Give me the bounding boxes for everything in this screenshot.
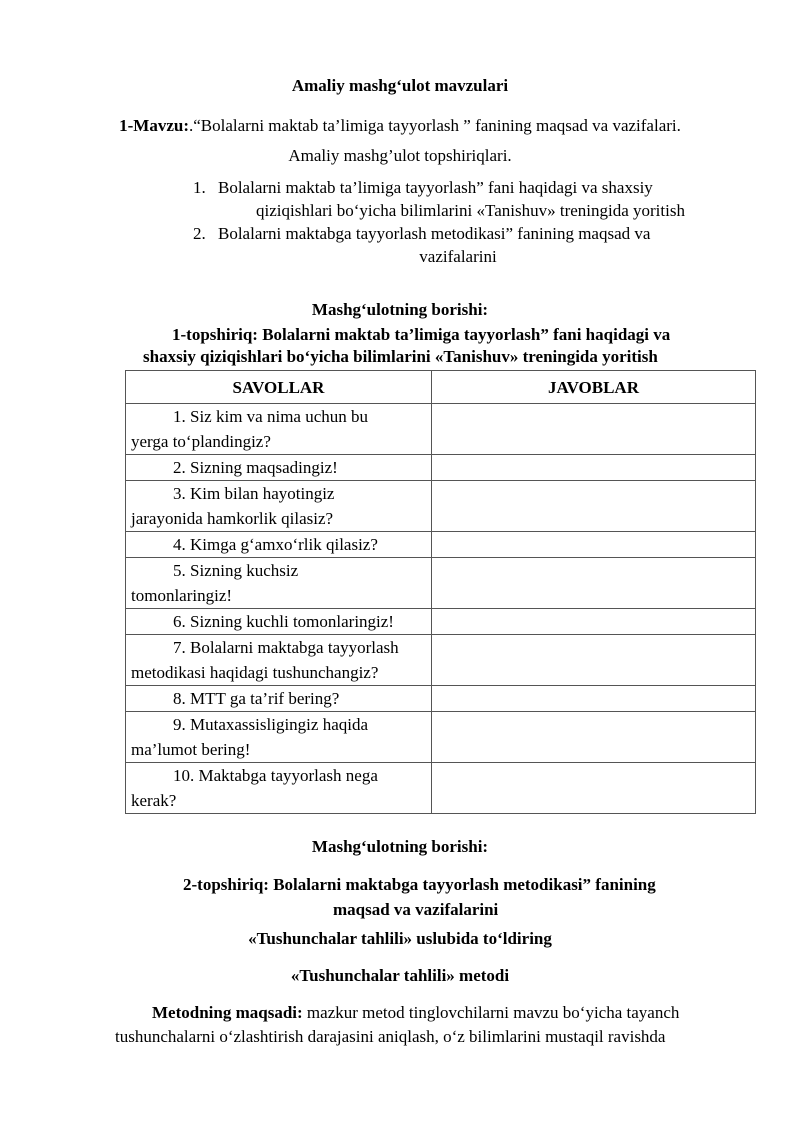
tasks-heading: Amaliy mashg’ulot topshiriqlari. xyxy=(288,146,512,165)
table-header-row xyxy=(126,371,756,404)
answer-cell[interactable] xyxy=(432,635,756,686)
section1-task-line: shaxsiy qiziqishlari bo‘yicha bilimlarini «Tanishuv» treningida yoritish xyxy=(143,347,658,366)
goal-label: Metodning maqsadi: xyxy=(152,1003,303,1022)
section2-task-line: 2-topshiriq: Bolalarni maktabga tayyorlash metodikasi” fanining xyxy=(183,875,656,894)
answer-cell[interactable] xyxy=(432,455,756,481)
table-row xyxy=(126,558,756,609)
section1-task-line: 1-topshiriq: Bolalarni maktab ta’limiga tayyorlash” fani haqidagi va xyxy=(172,325,671,344)
questions-table xyxy=(125,370,756,814)
question-cell: 2. Sizning maqsadingiz! xyxy=(126,455,432,481)
topic-line xyxy=(0,116,800,136)
task-list-item xyxy=(193,222,753,272)
method-title: «Tushunchalar tahlili» metodi xyxy=(290,966,510,985)
answer-cell[interactable] xyxy=(432,404,756,455)
answer-cell[interactable] xyxy=(432,558,756,609)
table-row xyxy=(126,532,756,558)
question-cell: 8. MTT ga ta’rif bering? xyxy=(126,686,432,712)
goal-line xyxy=(152,1003,679,1023)
answer-cell[interactable] xyxy=(432,712,756,763)
table-row xyxy=(126,404,756,455)
section2-task-line: maqsad va vazifalarini xyxy=(333,900,499,919)
task-text-line: Bolalarni maktab ta’limiga tayyorlash” fani haqidagi va shaxsiy xyxy=(218,178,653,197)
table-row xyxy=(126,712,756,763)
question-cell: 10. Maktabga tayyorlash nega kerak? xyxy=(126,763,432,814)
table-row xyxy=(126,763,756,814)
question-cell: 4. Kimga g‘amxo‘rlik qilasiz? xyxy=(126,532,432,558)
question-cell: 6. Sizning kuchli tomonlaringiz! xyxy=(126,609,432,635)
task-number: 1. xyxy=(193,178,206,197)
question-cell: 5. Sizning kuchsiz tomonlaringiz! xyxy=(126,558,432,609)
section2-heading: Mashg‘ulotning borishi: xyxy=(311,837,489,856)
answer-cell[interactable] xyxy=(432,686,756,712)
table-row xyxy=(126,481,756,532)
answer-cell[interactable] xyxy=(432,609,756,635)
answer-cell[interactable] xyxy=(432,532,756,558)
table-row xyxy=(126,635,756,686)
section2-subheading: «Tushunchalar tahlili» uslubida to‘ldiring xyxy=(248,929,552,948)
task-text-line: Bolalarni maktabga tayyorlash metodikasi” fanining maqsad va xyxy=(218,224,651,243)
table-row xyxy=(126,455,756,481)
question-cell: 9. Mutaxassisligingiz haqida ma’lumot bering! xyxy=(126,712,432,763)
question-cell: 3. Kim bilan hayotingiz jarayonida hamkorlik qilasiz? xyxy=(126,481,432,532)
section1-heading: Mashg‘ulotning borishi: xyxy=(311,300,489,319)
answer-cell[interactable] xyxy=(432,481,756,532)
table-row xyxy=(126,609,756,635)
task-text-line: vazifalarini xyxy=(419,247,497,266)
goal-line-continued: tushunchalarni o‘zlashtirish darajasini aniqlash, o‘z bilimlarini mustaqil ravishda xyxy=(115,1027,666,1046)
column-header-javoblar: JAVOBLAR xyxy=(432,371,756,404)
question-cell: 1. Siz kim va nima uchun bu yerga to‘plandingiz? xyxy=(126,404,432,455)
topic-label: 1-Mavzu: xyxy=(119,116,189,135)
question-cell: 7. Bolalarni maktabga tayyorlash metodikasi haqidagi tushunchangiz? xyxy=(126,635,432,686)
task-text-line: qiziqishlari bo‘yicha bilimlarini «Tanishuv» treningida yoritish xyxy=(256,201,685,220)
page-title: Amaliy mashg‘ulot mavzulari xyxy=(291,76,509,95)
answer-cell[interactable] xyxy=(432,763,756,814)
task-list-item xyxy=(193,176,753,226)
column-header-savollar: SAVOLLAR xyxy=(126,371,432,404)
topic-text: .“Bolalarni maktab ta’limiga tayyorlash ” fanining maqsad va vazifalari. xyxy=(189,116,681,135)
table-row xyxy=(126,686,756,712)
task-number: 2. xyxy=(193,224,206,243)
goal-text: mazkur metod tinglovchilarni mavzu bo‘yicha tayanch xyxy=(302,1003,680,1022)
